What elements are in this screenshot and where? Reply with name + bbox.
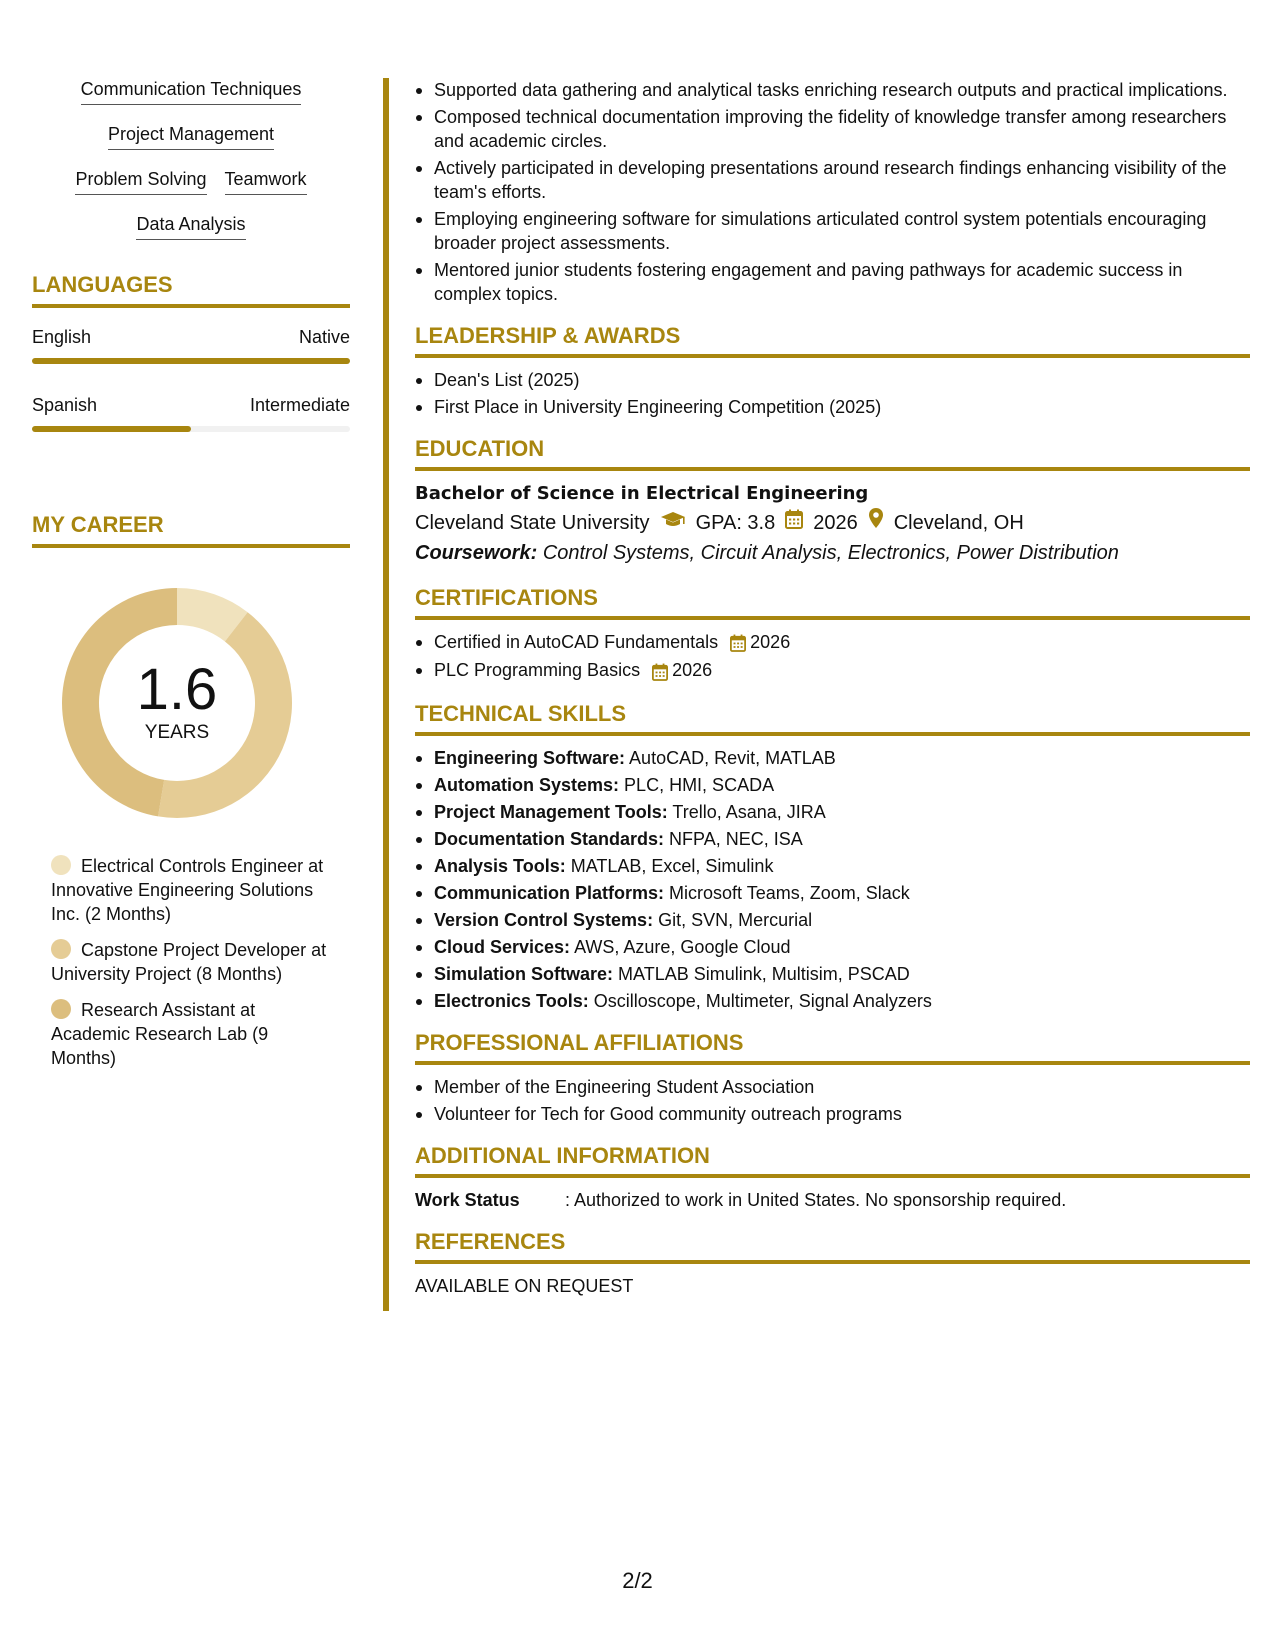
technical-skills-title: TECHNICAL SKILLS: [415, 700, 1250, 736]
technical-skill-item: [415, 962, 1250, 986]
language-name: English: [32, 327, 92, 347]
certification-date: [652, 660, 712, 680]
certifications-list: [415, 630, 1250, 684]
technical-skill-value: Trello, Asana, JIRA: [672, 801, 826, 822]
skill-row: [32, 168, 350, 195]
skill-tag: Data Analysis: [136, 213, 245, 240]
leadership-item: Dean's List (2025): [415, 368, 1250, 392]
technical-skill-value: Git, SVN, Mercurial: [658, 909, 813, 930]
career-item: [51, 938, 350, 986]
technical-skill-label: Analysis Tools:: [434, 855, 566, 876]
technical-skill-item: [415, 881, 1250, 905]
technical-skill-item: [415, 773, 1250, 797]
technical-skill-item: [415, 746, 1250, 770]
language-bar: [32, 358, 350, 364]
education-location: Cleveland, OH: [893, 511, 1024, 534]
technical-skill-item: [415, 989, 1250, 1013]
language-item: [32, 394, 350, 432]
technical-skill-item: [415, 908, 1250, 932]
references-text: AVAILABLE ON REQUEST: [415, 1275, 634, 1296]
calendar-icon: [730, 631, 750, 655]
career-unit: YEARS: [144, 722, 210, 743]
career-item-text: Research Assistant at Academic Research Lab (9 Months): [51, 1000, 269, 1068]
language-name: Spanish: [32, 395, 98, 415]
additional-info-title: ADDITIONAL INFORMATION: [415, 1142, 1250, 1178]
technical-skill-value: NFPA, NEC, ISA: [669, 828, 803, 849]
career-item: [51, 854, 350, 926]
language-level: Intermediate: [249, 395, 350, 415]
affiliations-list: [415, 1075, 1250, 1126]
education-gpa: GPA: 3.8: [695, 511, 776, 534]
skill-tag: Communication Techniques: [81, 78, 302, 105]
certification-date: [730, 632, 790, 652]
left-column: [32, 78, 350, 1082]
technical-skill-item: [415, 854, 1250, 878]
career-dot: [51, 999, 71, 1019]
technical-skill-value: MATLAB, Excel, Simulink: [570, 855, 774, 876]
technical-skill-item: [415, 827, 1250, 851]
skill-row: [32, 123, 350, 150]
language-bar-fill: [32, 426, 191, 432]
calendar-icon: [785, 508, 803, 538]
certification-name: Certified in AutoCAD Fundamentals: [434, 632, 719, 652]
technical-skill-label: Version Control Systems:: [434, 909, 654, 930]
technical-skill-label: Documentation Standards:: [434, 828, 665, 849]
education-details: [415, 507, 1250, 538]
technical-skill-item: [415, 800, 1250, 824]
career-item: [51, 998, 350, 1070]
technical-skill-value: PLC, HMI, SCADA: [624, 774, 775, 795]
graduation-cap-icon: [660, 508, 686, 538]
experience-bullet: Mentored junior students fostering engagement and paving pathways for academic success in complex topics.: [415, 258, 1250, 306]
certification-name: PLC Programming Basics: [434, 660, 641, 681]
career-donut-chart: [62, 588, 292, 818]
technical-skill-label: Simulation Software:: [434, 963, 614, 984]
certification-item: [415, 658, 1250, 683]
technical-skill-value: Microsoft Teams, Zoom, Slack: [669, 882, 910, 903]
certification-item: [415, 630, 1250, 655]
calendar-icon: [652, 660, 672, 684]
technical-skill-value: AutoCAD, Revit, MATLAB: [629, 747, 836, 768]
technical-skill-value: MATLAB Simulink, Multisim, PSCAD: [618, 963, 910, 984]
work-status-value: : Authorized to work in United States. No sponsorship required.: [565, 1189, 1067, 1210]
education-coursework: [415, 538, 1250, 568]
technical-skill-label: Communication Platforms:: [434, 882, 665, 903]
references-title: REFERENCES: [415, 1228, 1250, 1264]
education-degree: Bachelor of Science in Electrical Engineering: [415, 483, 869, 504]
skill-row: [32, 213, 350, 240]
column-divider: [383, 78, 389, 1311]
experience-bullet: Employing engineering software for simulations articulated control system potentials encouraging broader project assessments.: [415, 207, 1250, 255]
languages-title: LANGUAGES: [32, 272, 350, 308]
technical-skill-label: Engineering Software:: [434, 747, 626, 768]
skill-tag: Teamwork: [225, 168, 307, 195]
coursework-value: Control Systems, Circuit Analysis, Electronics, Power Distribution: [542, 542, 1119, 564]
career-total: 1.6: [136, 657, 218, 722]
work-status-row: [415, 1188, 1250, 1212]
technical-skill-label: Electronics Tools:: [434, 990, 589, 1011]
language-bar-fill: [32, 358, 350, 364]
leadership-item: First Place in University Engineering Competition (2025): [415, 395, 1250, 419]
page-number: 2/2: [622, 1568, 653, 1593]
coursework-label: Coursework:: [415, 542, 538, 564]
leadership-title: LEADERSHIP & AWARDS: [415, 322, 1250, 358]
language-row: [32, 394, 350, 416]
language-row: [32, 326, 350, 348]
affiliation-item: Member of the Engineering Student Association: [415, 1075, 1250, 1099]
education-year: 2026: [813, 511, 858, 534]
technical-skill-item: [415, 935, 1250, 959]
education-title: EDUCATION: [415, 435, 1250, 471]
technical-skill-label: Project Management Tools:: [434, 801, 668, 822]
affiliation-item: Volunteer for Tech for Good community outreach programs: [415, 1102, 1250, 1126]
affiliations-title: PROFESSIONAL AFFILIATIONS: [415, 1029, 1250, 1065]
certification-year: 2026: [672, 660, 713, 681]
career-legend: [32, 854, 350, 1070]
career-dot: [51, 855, 71, 875]
technical-skills-list: [415, 746, 1250, 1013]
technical-skill-value: Oscilloscope, Multimeter, Signal Analyzers: [593, 990, 932, 1011]
skills-tags: [32, 78, 350, 240]
experience-bullet: Composed technical documentation improving the fidelity of knowledge transfer among researchers and academic circles.: [415, 105, 1250, 153]
right-column: [415, 78, 1250, 1298]
technical-skill-value: AWS, Azure, Google Cloud: [574, 936, 791, 957]
skill-row: [32, 78, 350, 105]
education-entry: [415, 481, 1250, 568]
certification-year: 2026: [750, 632, 791, 652]
leadership-list: [415, 368, 1250, 419]
location-pin-icon: [868, 507, 884, 538]
donut-center: [62, 588, 292, 818]
language-item: [32, 326, 350, 364]
language-bar: [32, 426, 350, 432]
education-school: Cleveland State University: [415, 511, 650, 534]
career-title: MY CAREER: [32, 512, 350, 548]
experience-bullets: [415, 78, 1250, 306]
certifications-title: CERTIFICATIONS: [415, 584, 1250, 620]
technical-skill-label: Cloud Services:: [434, 936, 571, 957]
language-level: Native: [298, 327, 350, 347]
experience-bullet: Supported data gathering and analytical tasks enriching research outputs and practical implications.: [415, 78, 1250, 102]
career-item-text: Capstone Project Developer at University Project (8 Months): [51, 940, 327, 984]
languages-list: [32, 326, 350, 432]
experience-bullet: Actively participated in developing presentations around research findings enhancing visibility of the team's efforts.: [415, 156, 1250, 204]
skill-tag: Problem Solving: [75, 168, 206, 195]
career-dot: [51, 939, 71, 959]
skill-tag: Project Management: [108, 123, 274, 150]
career-item-text: Electrical Controls Engineer at Innovative Engineering Solutions Inc. (2 Months): [51, 856, 324, 924]
technical-skill-label: Automation Systems:: [434, 774, 620, 795]
work-status-label: Work Status: [415, 1189, 520, 1210]
